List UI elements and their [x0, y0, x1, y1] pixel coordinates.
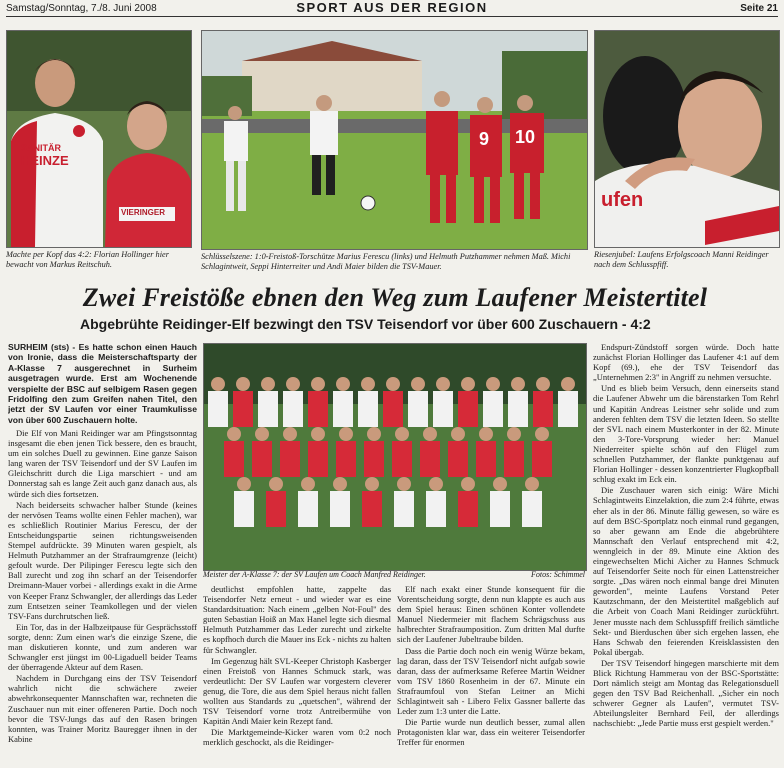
team-player-body: [448, 441, 468, 477]
page-header: [6, 0, 778, 17]
col4-paragraph-4: Der TSV Teisendorf hingegen marschierte mit dem Blick Richtung Hammerau von der BSC-Sportstätte: Dort nämlich steigt am Montag das Relegationsduell gegen den TSV Bad Reichenhall. „Sicher ein noch schwerer Gegner als Laufen", vermutet TSV-Abteilungsleiter Bernhard Feil, der allerdings nachschiebt: „Jede Partie muss erst gespielt werden.": [593, 657, 779, 729]
caption-photo3: Riesenjubel: Laufens Erfolgscoach Manni Reidinger nach dem Schlusspfiff.: [594, 250, 769, 269]
column-2: [203, 584, 391, 768]
team-player-head: [411, 377, 425, 391]
team-player-body: [330, 491, 350, 527]
team-player-body: [392, 441, 412, 477]
team-player-head: [397, 477, 411, 491]
team-player-head: [286, 377, 300, 391]
team-player-body: [362, 491, 382, 527]
team-player-head: [301, 477, 315, 491]
team-player-body: [394, 491, 414, 527]
team-player-head: [525, 477, 539, 491]
team-player-head: [511, 377, 525, 391]
team-player-head: [429, 477, 443, 491]
team-player-head: [461, 377, 475, 391]
team-player-head: [237, 477, 251, 491]
team-player-head: [261, 377, 275, 391]
photo-celebration: [594, 30, 780, 248]
team-player-body: [364, 441, 384, 477]
team-player-head: [283, 427, 297, 441]
col4-paragraph-3: Die Zuschauer waren sich einig: Wäre Michi Schlagintweits Einzelaktion, die zum 2:4 führte, etwas eher als in der 86. Minute fällig gewesen, so wäre es auf dem BSC-Sportplatz noch einmal rund gegangen, so aber gewann am Ende die abgebrühtere Mannschaft den Verlauf entsprechend mit 4:2, wenngleich in der 89. Minute eine Aktion des eingewechselten Michi Aicher zu Hannes Schmuck auf Teisendorfer Seite noch für einen Lattenstreicher sorgte. „Das wären noch einmal bange drei Minuten geworden", meinte Laufens Vorstand Peter Kautzschmann, der den Meistertitel maßgeblich auf die Arbeit von Coach Mani Reidinger zurückführt. Jener musste nach dem Schlusspfiff freilich sämtliche Sekt- und Bierduschen über sich ergehen lassen, ehe Hans Schwab den feierenden Kreisklassisten den Pokal übergab.: [593, 485, 779, 657]
team-player-body: [420, 441, 440, 477]
team-player-body: [208, 391, 228, 427]
col1-paragraph-4: Nachdem in Durchgang eins der TSV Teisendorf wahrlich nicht die schwächere zweier abwehrkonsequenter Mannschaften war, rechneten die Zuschauer nun mit einer offeneren Partie. Doch noch bevor die TSV-Jungs das auf den Rasen bringen konnten, was Trainer Moritz Bauregger ihnen in der Kabine: [8, 673, 197, 744]
team-player-body: [280, 441, 300, 477]
sponsor-heinze: HEINZE: [21, 153, 69, 168]
team-player-body: [308, 391, 328, 427]
caption-photo2: Schlüsselszene: 1:0-Freistoß-Torschütze Marius Ferescu (links) und Helmuth Putzhammer nehmen Maß. Michi Schlagintweit, Seppi Hinterreiter und Andi Maier bilden die TSV-Mauer.: [201, 252, 571, 271]
team-player-head: [339, 427, 353, 441]
team-player-body: [490, 491, 510, 527]
team-player-head: [561, 377, 575, 391]
team-player-head: [365, 477, 379, 491]
team-player-body: [358, 391, 378, 427]
team-player-head: [461, 477, 475, 491]
team-player-body: [532, 441, 552, 477]
team-player-body: [483, 391, 503, 427]
team-player-head: [211, 377, 225, 391]
team-player-head: [361, 377, 375, 391]
team-player-body: [504, 441, 524, 477]
col1-paragraph-3: Ein Tor, das in der Halbzeitpause für Gesprächsstoff sorgte, denn: Zum einen war's die einzige Szene, die man diskutieren konnte, und zum anderen war Schwangler erst jüngst im 00-Ligaduell beider Teams der überragende Akteur auf dem Rasen.: [8, 621, 197, 673]
team-player-body: [233, 391, 253, 427]
col1-paragraph-2: Nach beiderseits schwacher halber Stunde (keines der nervösen Teams wollte einen Fehler machen), war es schließlich Routinier Marius Ferescu, der der Entscheidungspartie seinen richtungsweisenden Stempel aufdrückte. 39 Minuten waren gespielt, als Helmuth Putzhammer an der Strafraumgrenze (leicht) gefoult wurde. Der Pilipinger Ferescu legte sich den Ball zurecht und zog ihn scharf an der Teisendorfer Dreimann-Mauer vorbei - allerdings exakt in die Arme von Keeper Franz Schwangler, der allerdings das Leder zum Entsetzen seiner Teamkollegen und der vielen TSV-Fans durchrutschen ließ.: [8, 499, 197, 621]
sponsor-sanitar: SANITÄR: [21, 143, 61, 153]
column-4: [593, 342, 779, 768]
team-player-head: [333, 477, 347, 491]
team-player-body: [224, 441, 244, 477]
photo-freekick: [201, 30, 588, 250]
jersey-number-10: 10: [515, 127, 536, 147]
team-player-body: [258, 391, 278, 427]
team-player-head: [451, 427, 465, 441]
headline: Zwei Freistöße ebnen den Weg zum Laufener Meistertitel: [82, 283, 708, 312]
col4-paragraph-1: Endspurt-Zündstoff sorgen würde. Doch hatte zunächst Florian Hollinger das Laufener 4:1 auf dem Kopf (69.), ehe der TSV Teisendorf das „Unternehmen 2:3" in Angriff zu nehmen versuchte.: [593, 342, 779, 383]
team-player-head: [255, 427, 269, 441]
team-player-body: [336, 441, 356, 477]
team-player-head: [479, 427, 493, 441]
team-player-body: [426, 491, 446, 527]
team-player-body: [458, 391, 478, 427]
caption-photo1: Machte per Kopf das 4:2: Florian Hollinger hier bewacht von Markus Reitschuh.: [6, 250, 169, 269]
team-player-head: [269, 477, 283, 491]
team-player-body: [333, 391, 353, 427]
section-title: SPORT AUS DER REGION: [296, 0, 488, 15]
caption-team: Meister der A-Klasse 7: der SV Laufen um Coach Manfred Reidinger.: [203, 570, 426, 579]
team-player-head: [423, 427, 437, 441]
team-player-body: [283, 391, 303, 427]
col1-paragraph-1: Die Elf von Mani Reidinger war am Pfingstsonntag insgesamt die eben jenen Tick bessere, den es braucht, um ein solches Duell zu gewinnen. Eine ganze Saison lang waren der TSV Teisendorf und der SV Laufen im Gleichschritt durch die Liga marschiert - und am Donnerstag sah es lange Zeit auch ganz danach aus, als würde sich dies fortsetzen.: [8, 428, 197, 499]
team-player-body: [508, 391, 528, 427]
team-player-head: [395, 427, 409, 441]
col3-paragraph-2: Dass die Partie doch noch ein wenig Würze bekam, lag daran, dass der TSV Teisendorf nicht aufgab sowie daran, dass der aufmerksame Referee Martin Weidner vom TSV 1860 Rosenheim in der 67. Minute ein Strafraumfoul von Stefan Leitner an Michi Schlagintweit sah - Libero Felix Gassner ballerte das Leder zum 1:3 unter die Latte.: [397, 645, 585, 717]
team-player-body: [408, 391, 428, 427]
team-player-head: [336, 377, 350, 391]
team-player-head: [486, 377, 500, 391]
team-player-body: [458, 491, 478, 527]
col4-paragraph-2: Und es blieb beim Versuch, denn einerseits stand die Laufener Abwehr um die bärenstarken Tom Rehrl und Kapitän Andreas Leistner sehr solide und zum anderen fehlten dem TSV die letzten Ideen. So stellte der SVL nach einem Musterkonter in der 82. Minute den 3-Tore-Vorsprung wieder her: Manuel Niederreiter spielte schön auf den Flügel zum schnellen Putzhammer, der flankte punktgenau auf Florian Hollinger - dessen konzentrierter Flugkopfball schlug exakt im Eck ein.: [593, 383, 779, 485]
photo-credit: Fotos: Schimmel: [531, 570, 585, 579]
photo-team: [203, 343, 587, 571]
team-player-body: [522, 491, 542, 527]
team-player-head: [536, 377, 550, 391]
team-player-head: [236, 377, 250, 391]
team-player-head: [227, 427, 241, 441]
team-player-body: [234, 491, 254, 527]
team-player-body: [308, 441, 328, 477]
lead-paragraph: SURHEIM (sts) - Es hatte schon einen Hauch von Ironie, dass die Meisterschaftsparty der A-Klasse 7 ausgerechnet in Surheim ausgetragen wurde. Erst am Wochenende verspielte der BSC auf selbigem Rasen gegen Fridolfing den zum Greifen nahen Titel, den jetzt der SV Laufen vor einer Traumkulisse von über 600 Zuschauern holte.: [8, 342, 197, 425]
col2-paragraph-3: Die Marktgemeinde-Kicker waren vom 0:2 noch merklich geschockt, als die Reidinger-: [203, 727, 391, 748]
photo-hollinger: [6, 30, 192, 248]
team-player-head: [367, 427, 381, 441]
sponsor-vieringer: VIERINGER: [121, 208, 166, 217]
subheadline: Abgebrühte Reidinger-Elf bezwingt den TSV Teisendorf vor über 600 Zuschauern - 4:2: [80, 316, 651, 332]
col3-paragraph-1: Elf nach exakt einer Stunde konsequent für die Vorentscheidung sorgte, denn nun klappte es auch aus dem Spiel heraus: Einen schönen Konter vollendete Manuel Niedermeier mit flachem Schrägschuss aus halbrechter Strafraumposition. Zum dritten Mal durfte sich der Laufener Jubeltraube bilden.: [397, 584, 585, 645]
team-player-head: [386, 377, 400, 391]
team-player-body: [252, 441, 272, 477]
team-player-head: [436, 377, 450, 391]
team-player-body: [266, 491, 286, 527]
team-player-head: [493, 477, 507, 491]
issue-date: Samstag/Sonntag, 7./8. Juni 2008: [6, 3, 157, 14]
team-player-head: [535, 427, 549, 441]
column-3: [397, 584, 585, 768]
team-player-body: [433, 391, 453, 427]
team-player-body: [533, 391, 553, 427]
col3-paragraph-3: Die Partie wurde nun deutlich besser, zumal allen Protagonisten klar war, dass ein weiterer Teisendorfer Treffer für enormen: [397, 717, 585, 748]
team-player-body: [558, 391, 578, 427]
team-player-head: [311, 377, 325, 391]
jersey-text: ufen: [601, 189, 644, 211]
col2-paragraph-2: Im Gegenzug hält SVL-Keeper Christoph Kasberger einen Freistoß von Hannes Schmuck stark, was verdeutlicht: Der SV Laufen war vorgestern cleverer genug, die Tore, die aus dem Spiel heraus nicht fallen wollten aus Standards zu „quetschen", während der TSV Teisendorf vorne trotz Antreibermühe von Kapitän Andi Maier kein Rezept fand.: [203, 655, 391, 727]
team-player-head: [311, 427, 325, 441]
column-1: [8, 428, 197, 768]
team-player-body: [476, 441, 496, 477]
jersey-number-9: 9: [479, 129, 490, 149]
team-player-head: [507, 427, 521, 441]
team-player-body: [298, 491, 318, 527]
col2-paragraph-1: deutlichst empfohlen hatte, zappelte das Teisendorfer Netz erneut - und wieder war es eine Standardsituation: Nach einem „gelben Not-Foul" des guten Sebastian Hoiß an Max Hanel legte sich diesmal Helmuth Putzhammer das Leder zurecht und zirkelte es kopfhoch durch die Mauer ins Eck - nichts zu halten für Schwangler.: [203, 584, 391, 655]
page-number: Seite 21: [740, 3, 778, 14]
team-player-body: [383, 391, 403, 427]
